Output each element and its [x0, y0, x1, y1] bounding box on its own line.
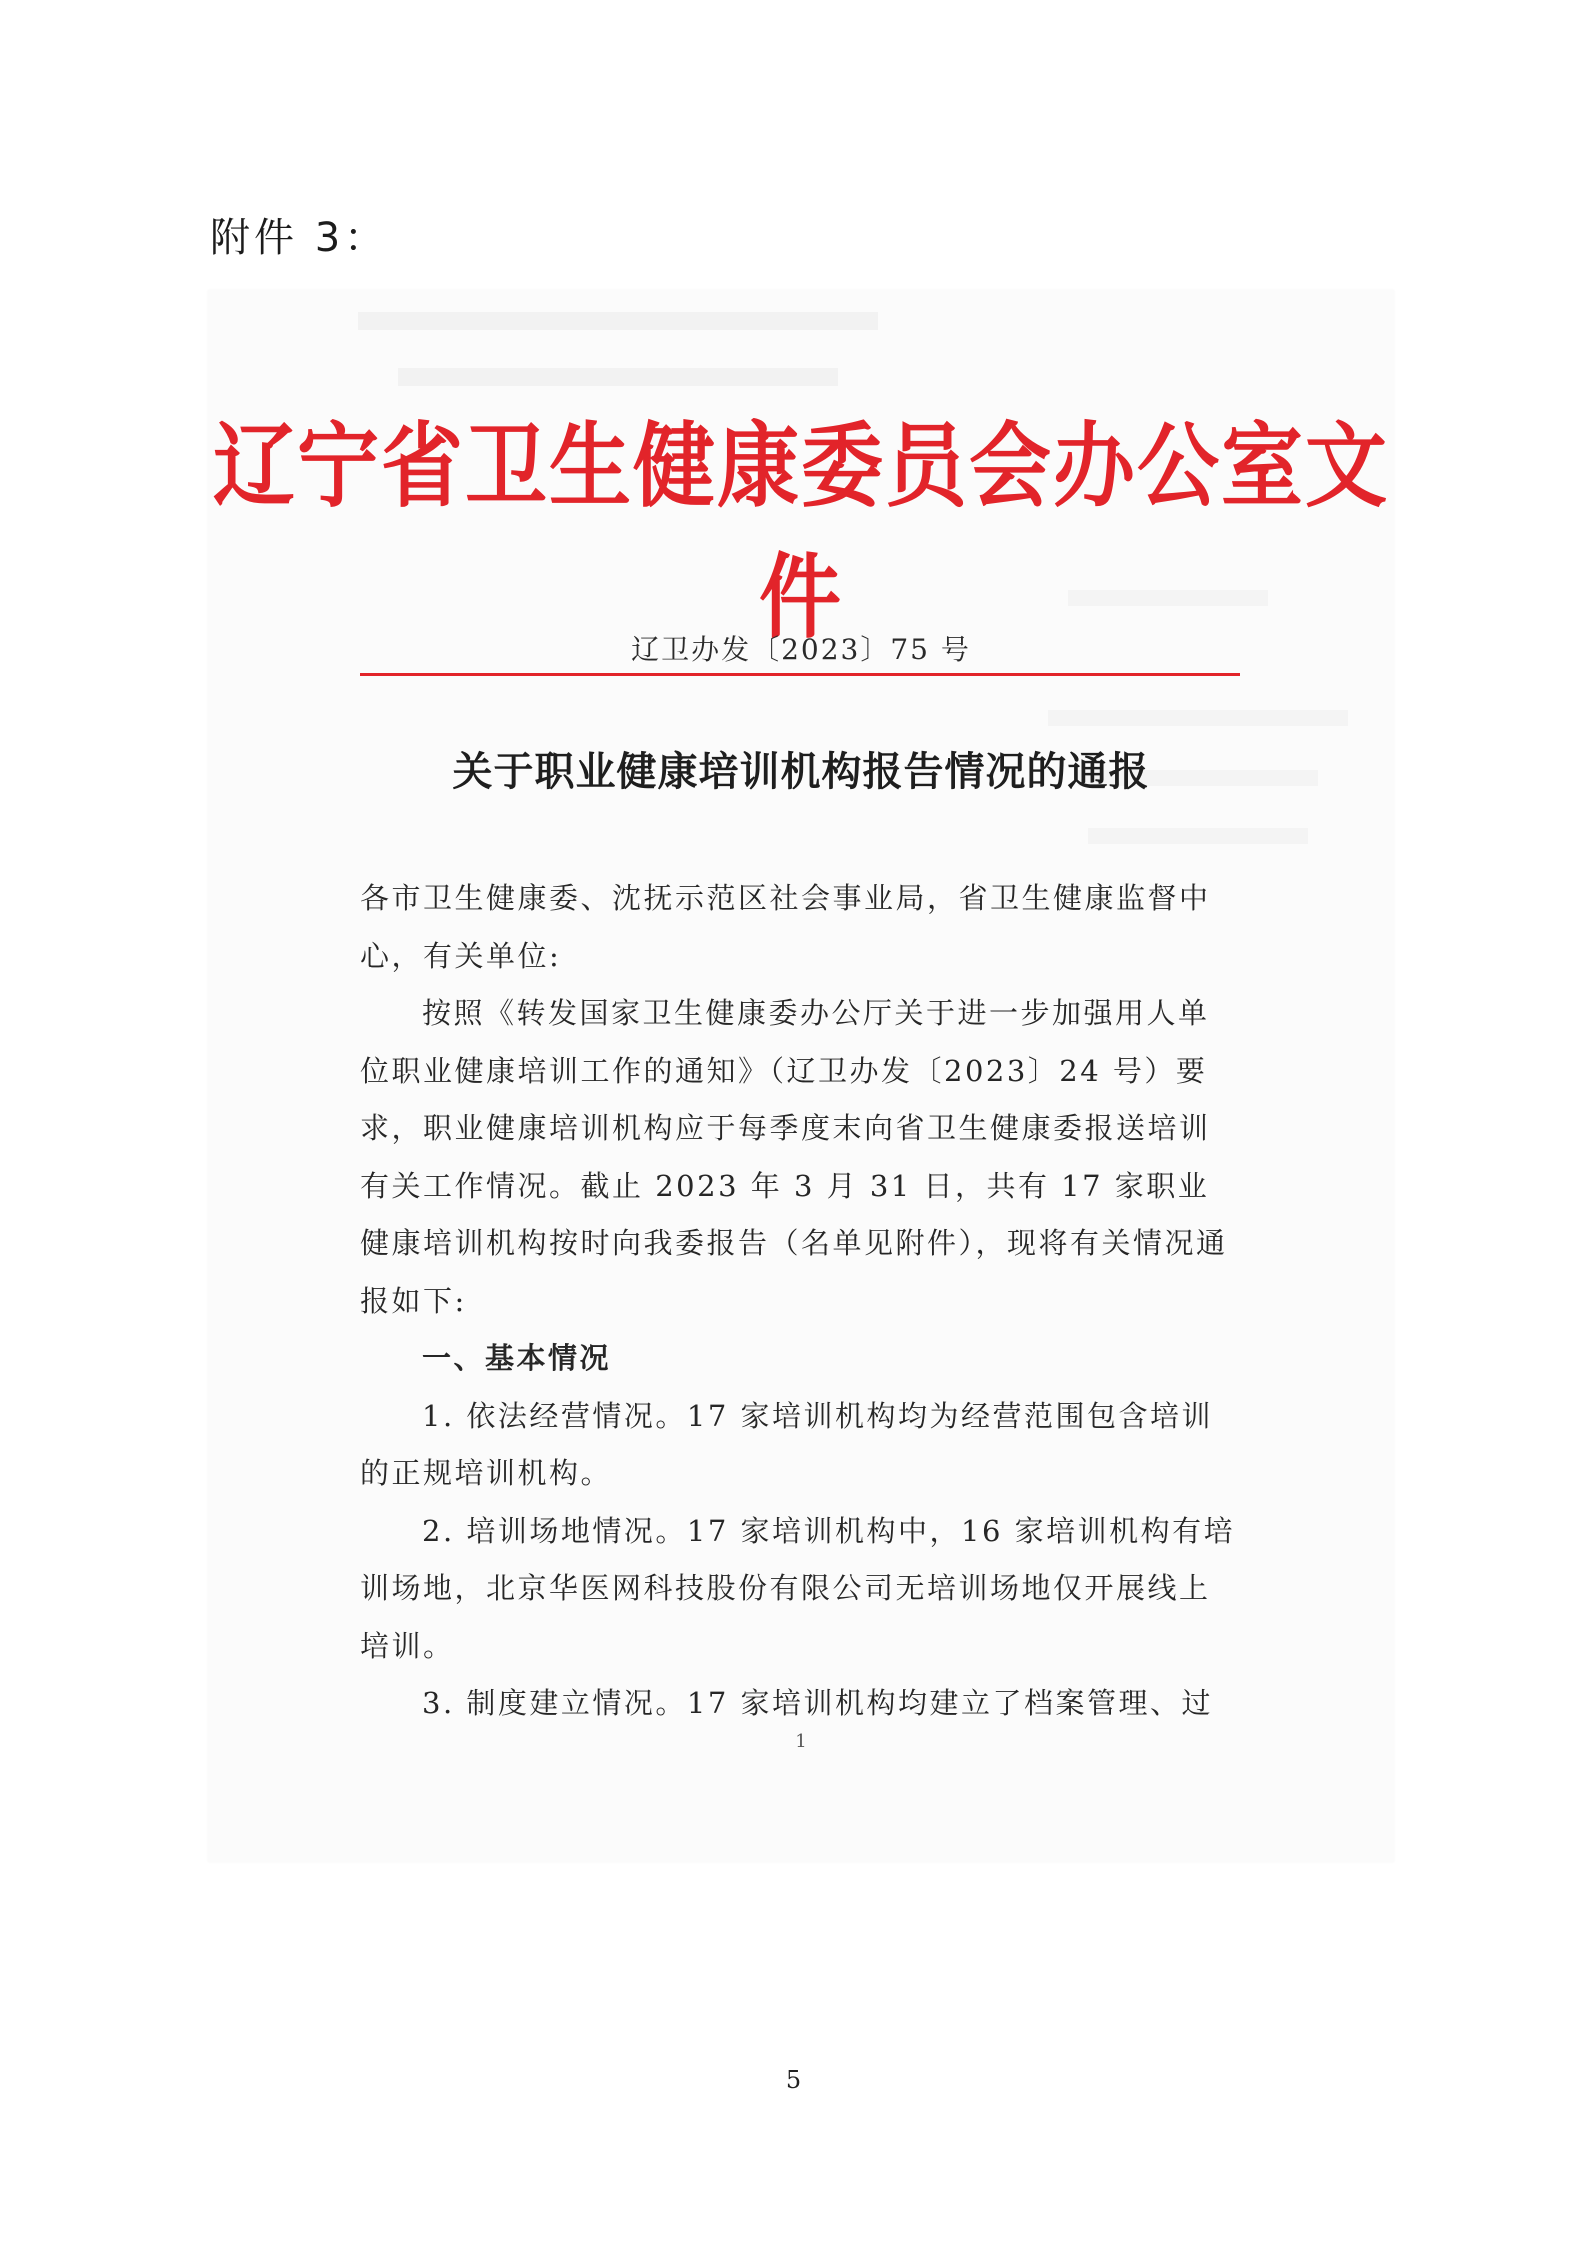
body-paragraph: 3. 制度建立情况。17 家培训机构均建立了档案管理、过	[422, 1686, 1214, 1720]
red-divider-line	[360, 673, 1240, 676]
notice-title: 关于职业健康培训机构报告情况的通报	[452, 748, 1150, 795]
body-paragraph: 按照《转发国家卫生健康委办公厅关于进一步加强用人单位职业健康培训工作的通知》（辽卫办发〔2023〕24 号）要求，职业健康培训机构应于每季度末向省卫生健康委报送培训有关工作情况。截止 2023 年 3 月 31 日，共有 17 家职业健康培训机构按时向我委报告（名单见附件），现将有关情况通报如下:	[360, 996, 1228, 1318]
body-paragraph: 1. 依法经营情况。17 家培训机构均为经营范围包含培训的正规培训机构。	[360, 1398, 1214, 1490]
scan-page-number: 1	[795, 1731, 807, 1752]
red-header-title: 辽宁省卫生健康委员会办公室文件	[212, 413, 1389, 652]
scanned-document-image	[208, 290, 1394, 1862]
document-number: 辽卫办发〔2023〕75 号	[631, 633, 971, 666]
salutation-paragraph: 各市卫生健康委、沈抚示范区社会事业局，省卫生健康监督中心，有关单位:	[360, 881, 1211, 973]
page-number: 5	[785, 2066, 802, 2094]
bleed-through-mark	[358, 312, 878, 330]
bleed-through-mark	[1088, 828, 1308, 844]
body-paragraph: 2. 培训场地情况。17 家培训机构中，16 家培训机构有培训场地，北京华医网科技股份有限公司无培训场地仅开展线上培训。	[360, 1513, 1236, 1663]
bleed-through-mark	[1048, 710, 1348, 726]
attachment-label: 附件 3：	[210, 215, 389, 261]
bleed-through-mark	[398, 368, 838, 386]
section-heading: 一、基本情况	[422, 1341, 612, 1375]
notice-body	[360, 870, 1240, 1733]
